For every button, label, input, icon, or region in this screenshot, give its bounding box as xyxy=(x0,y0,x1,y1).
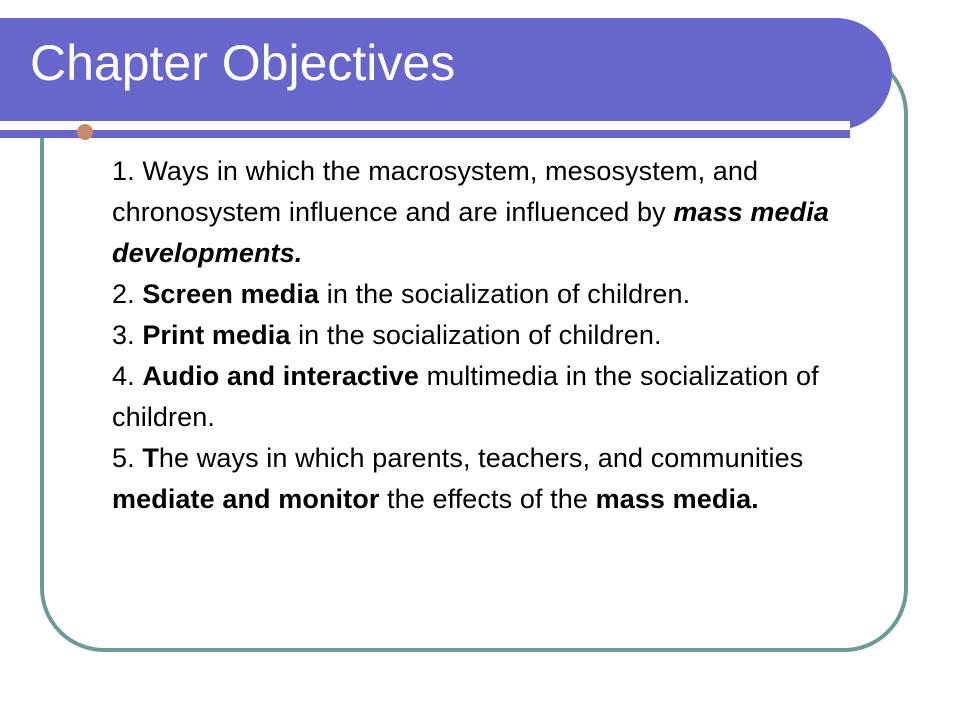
objective-emphasis: Audio and interactive xyxy=(142,361,419,391)
objective-1 xyxy=(112,151,892,274)
objectives-list xyxy=(112,151,892,520)
objective-number: 2. xyxy=(112,279,143,309)
objective-text: in the socialization of children. xyxy=(290,320,662,350)
objective-emphasis-2: mass media. xyxy=(595,484,759,514)
objective-number: 1. xyxy=(112,156,143,186)
objective-emphasis: Screen media xyxy=(142,279,320,309)
objective-4 xyxy=(112,356,892,438)
objective-text: Ways in which the macrosystem, mesosystem, and chronosystem influence and are influenced by xyxy=(112,156,759,227)
objective-text: in the socialization of children. xyxy=(319,279,691,309)
objective-text-2: the effects of the xyxy=(379,484,596,514)
objective-emphasis: mass media developments. xyxy=(112,197,829,268)
objective-number: 3. xyxy=(112,320,143,350)
title-banner-bottom xyxy=(0,130,850,138)
objective-3 xyxy=(112,315,892,356)
objective-emphasis-initial: T xyxy=(142,443,159,473)
objective-emphasis: mediate and monitor xyxy=(112,484,380,514)
slide-title: Chapter Objectives xyxy=(30,35,456,91)
bullet-dot-icon xyxy=(77,124,93,140)
title-underline xyxy=(0,121,850,130)
objective-emphasis: Print media xyxy=(142,320,291,350)
objective-text: he ways in which parents, teachers, and communities xyxy=(158,443,804,473)
objective-text: multimedia in the socialization of children. xyxy=(112,361,819,432)
objective-number: 4. xyxy=(112,361,143,391)
objective-number: 5. xyxy=(112,443,143,473)
objective-2 xyxy=(112,274,892,315)
objective-5 xyxy=(112,438,892,520)
